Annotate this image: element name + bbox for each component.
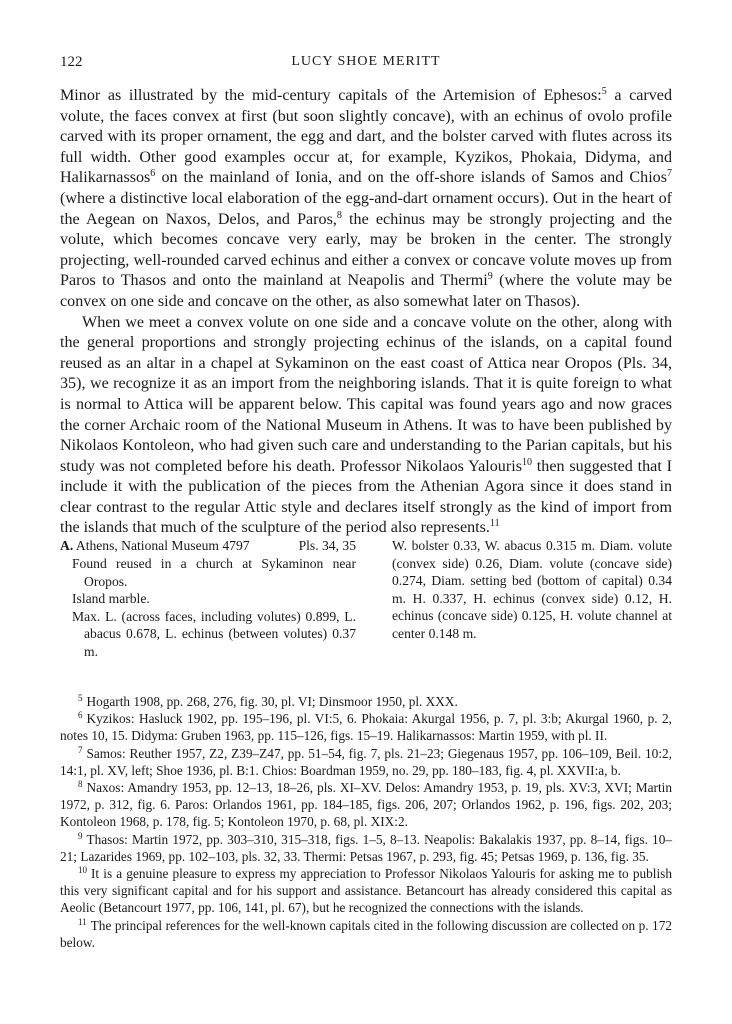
footnote-11: $^{11}$ The principal references for the well-known capitals cited in the following discussion are collected on p. 172 below. bbox=[60, 916, 672, 950]
running-head: LUCY SHOE MERITT bbox=[291, 54, 441, 69]
footnote-ref-7[interactable]: 7 bbox=[667, 168, 672, 180]
footnotes bbox=[60, 693, 672, 951]
catalog-material: Island marble. bbox=[72, 591, 150, 607]
footnote-10: $^{10}$ It is a genuine pleasure to express my appreciation to Professor Nikolaos Yalouris for asking me to publish this very significant capital and for his support and assistance. Betancourt has already considered this capital as Aeolic (Betancourt 1977, pp. 106, 141, pl. 67), but he recognized the connections with the islands. bbox=[60, 865, 672, 916]
footnote-ref-8[interactable]: 8 bbox=[336, 209, 342, 221]
body-text bbox=[60, 86, 672, 539]
footnote-8: $^8$ Naxos: Amandry 1953, pp. 12–13, 18–26, pls. XI–XV. Delos: Amandry 1953, p. 19, pls. XV:3, XVI; Martin 1972, p. 312, fig. 6. Paros: Orlandos 1961, pp. 184–185, figs. 206, 207; Orlandos 1962, p. 196, figs. 202, 203; Kontoleon 1968, p. 178, fig. 5; Kontoleon 1970, p. 68, pl. XIX:2. bbox=[60, 779, 672, 830]
catalog-location: Athens, National Museum 4797 bbox=[75, 538, 250, 553]
catalog-left-column bbox=[60, 537, 356, 661]
footnote-7: $^7$ Samos: Reuther 1957, Z2, Z39–Z47, pp. 51–54, fig. 7, pls. 21–23; Giegenaus 1957, pp. 106–109, Beil. 10:2, 14:1, pl. XV, left; Shoe 1936, pl. B:1. Chios: Boardman 1959, no. 29, pp. 180–183, fig. 4, pl. XXVII:a, b. bbox=[60, 744, 672, 778]
catalog-letter: A. bbox=[60, 538, 74, 553]
footnote-ref-5[interactable]: 5 bbox=[601, 86, 607, 97]
footnote-ref-9[interactable]: 9 bbox=[487, 271, 493, 283]
footnote-5: $^5$ Hogarth 1908, pp. 268, 276, fig. 30, pl. VI; Dinsmoor 1950, pl. XXX. bbox=[78, 693, 458, 709]
catalog-found: Found reused in a church at Sykaminon near Oropos. bbox=[72, 556, 356, 589]
page-number: 122 bbox=[60, 54, 83, 70]
footnote-ref-6[interactable]: 6 bbox=[150, 168, 156, 180]
footnote-6: $^6$ Kyzikos: Hasluck 1902, pp. 195–196, pl. VI:5, 6. Phokaia: Akurgal 1956, p. 7, pl. 3:b; Akurgal 1960, p. 2, notes 10, 15. Didyma: Gruben 1963, pp. 115–126, figs. 15–19. Halikarnassos: Martin 1959, with pl. II. bbox=[60, 710, 672, 744]
catalog-entry bbox=[60, 537, 672, 659]
catalog-dimensions-right: W. bolster 0.33, W. abacus 0.315 m. Diam. volute (convex side) 0.26, Diam. volute (concave side) 0.274, Diam. setting bed (bottom of capital) 0.34 m. H. 0.337, H. echinus (convex side) 0.12, H. echinus (concave side) 0.125, H. volute channel at center 0.148 m. bbox=[392, 538, 672, 641]
paragraph-1: Minor as illustrated by the mid-century capitals of the Artemision of Ephesos:$^5$ a carved volute, the faces convex at first (but soon slightly concave), with an echinus of ovolo profile carved with its proper ornament, the egg and dart, and the bolster carved with flutes across its full width. Other good examples occur at, for example, Kyzikos, Phokaia, Didyma, and Halikarnassos$^6$ on the mainland of Ionia, and on the off-shore islands of Samos and Chios$^7$ (where a distinctive local elaboration of the egg-and-dart ornament occurs). Out in the heart of the Aegean on Naxos, Delos, and Paros,$^8$ the echinus may be strongly projecting and the volute, which becomes concave very early, may be broken in the center. The strongly projecting, well-rounded carved echinus and either a convex or concave volute moves up from Paros to Thasos and onto the mainland at Neapolis and Thermi$^9$ (where the volute may be convex on one side and concave on the other, as also somewhat later on Thasos). bbox=[60, 86, 672, 310]
footnote-ref-10[interactable]: 10 bbox=[521, 456, 532, 468]
catalog-plates: Pls. 34, 35 bbox=[298, 538, 356, 553]
footnote-9: $^9$ Thasos: Martin 1972, pp. 303–310, 315–318, figs. 1–5, 8–13. Neapolis: Bakalakis 1937, pp. 8–14, figs. 10–21; Lazarides 1969, pp. 102–103, pls. 32, 33. Thermi: Petsas 1967, p. 293, fig. 45; Petsas 1969, p. 136, fig. 35. bbox=[60, 830, 672, 864]
paragraph-2: When we meet a convex volute on one side and a concave volute on the other, along with the general proportions and strongly projecting echinus of the islands, on a capital found reused as an altar in a chapel at Sykaminon on the east coast of Attica near Oropos (Pls. 34, 35), we recognize it as an import from the neighboring islands. That it is quite foreign to what is normal to Attica will be apparent below. This capital was found years ago and now graces the corner Archaic room of the National Museum in Athens. It was to have been published by Nikolaos Kontoleon, who had given such care and understanding to the Parian capitals, but his study was not completed before his death. Professor Nikolaos Yalouris$^{10}$ then suggested that I include it with the publication of the pieces from the Athenian Agora since it does stand in clear contrast to the regular Attic style and declares itself strongly as the kind of import from the islands that much of the sculpture of the period also represents.$^{11}$ bbox=[60, 313, 672, 537]
catalog-heading bbox=[60, 537, 356, 555]
catalog-dimensions-left: Max. L. (across faces, including volutes) 0.899, L. abacus 0.678, L. echinus (between volutes) 0.37 m. bbox=[72, 608, 356, 659]
footnote-ref-11[interactable]: 11 bbox=[489, 518, 500, 530]
page-header bbox=[60, 54, 672, 76]
